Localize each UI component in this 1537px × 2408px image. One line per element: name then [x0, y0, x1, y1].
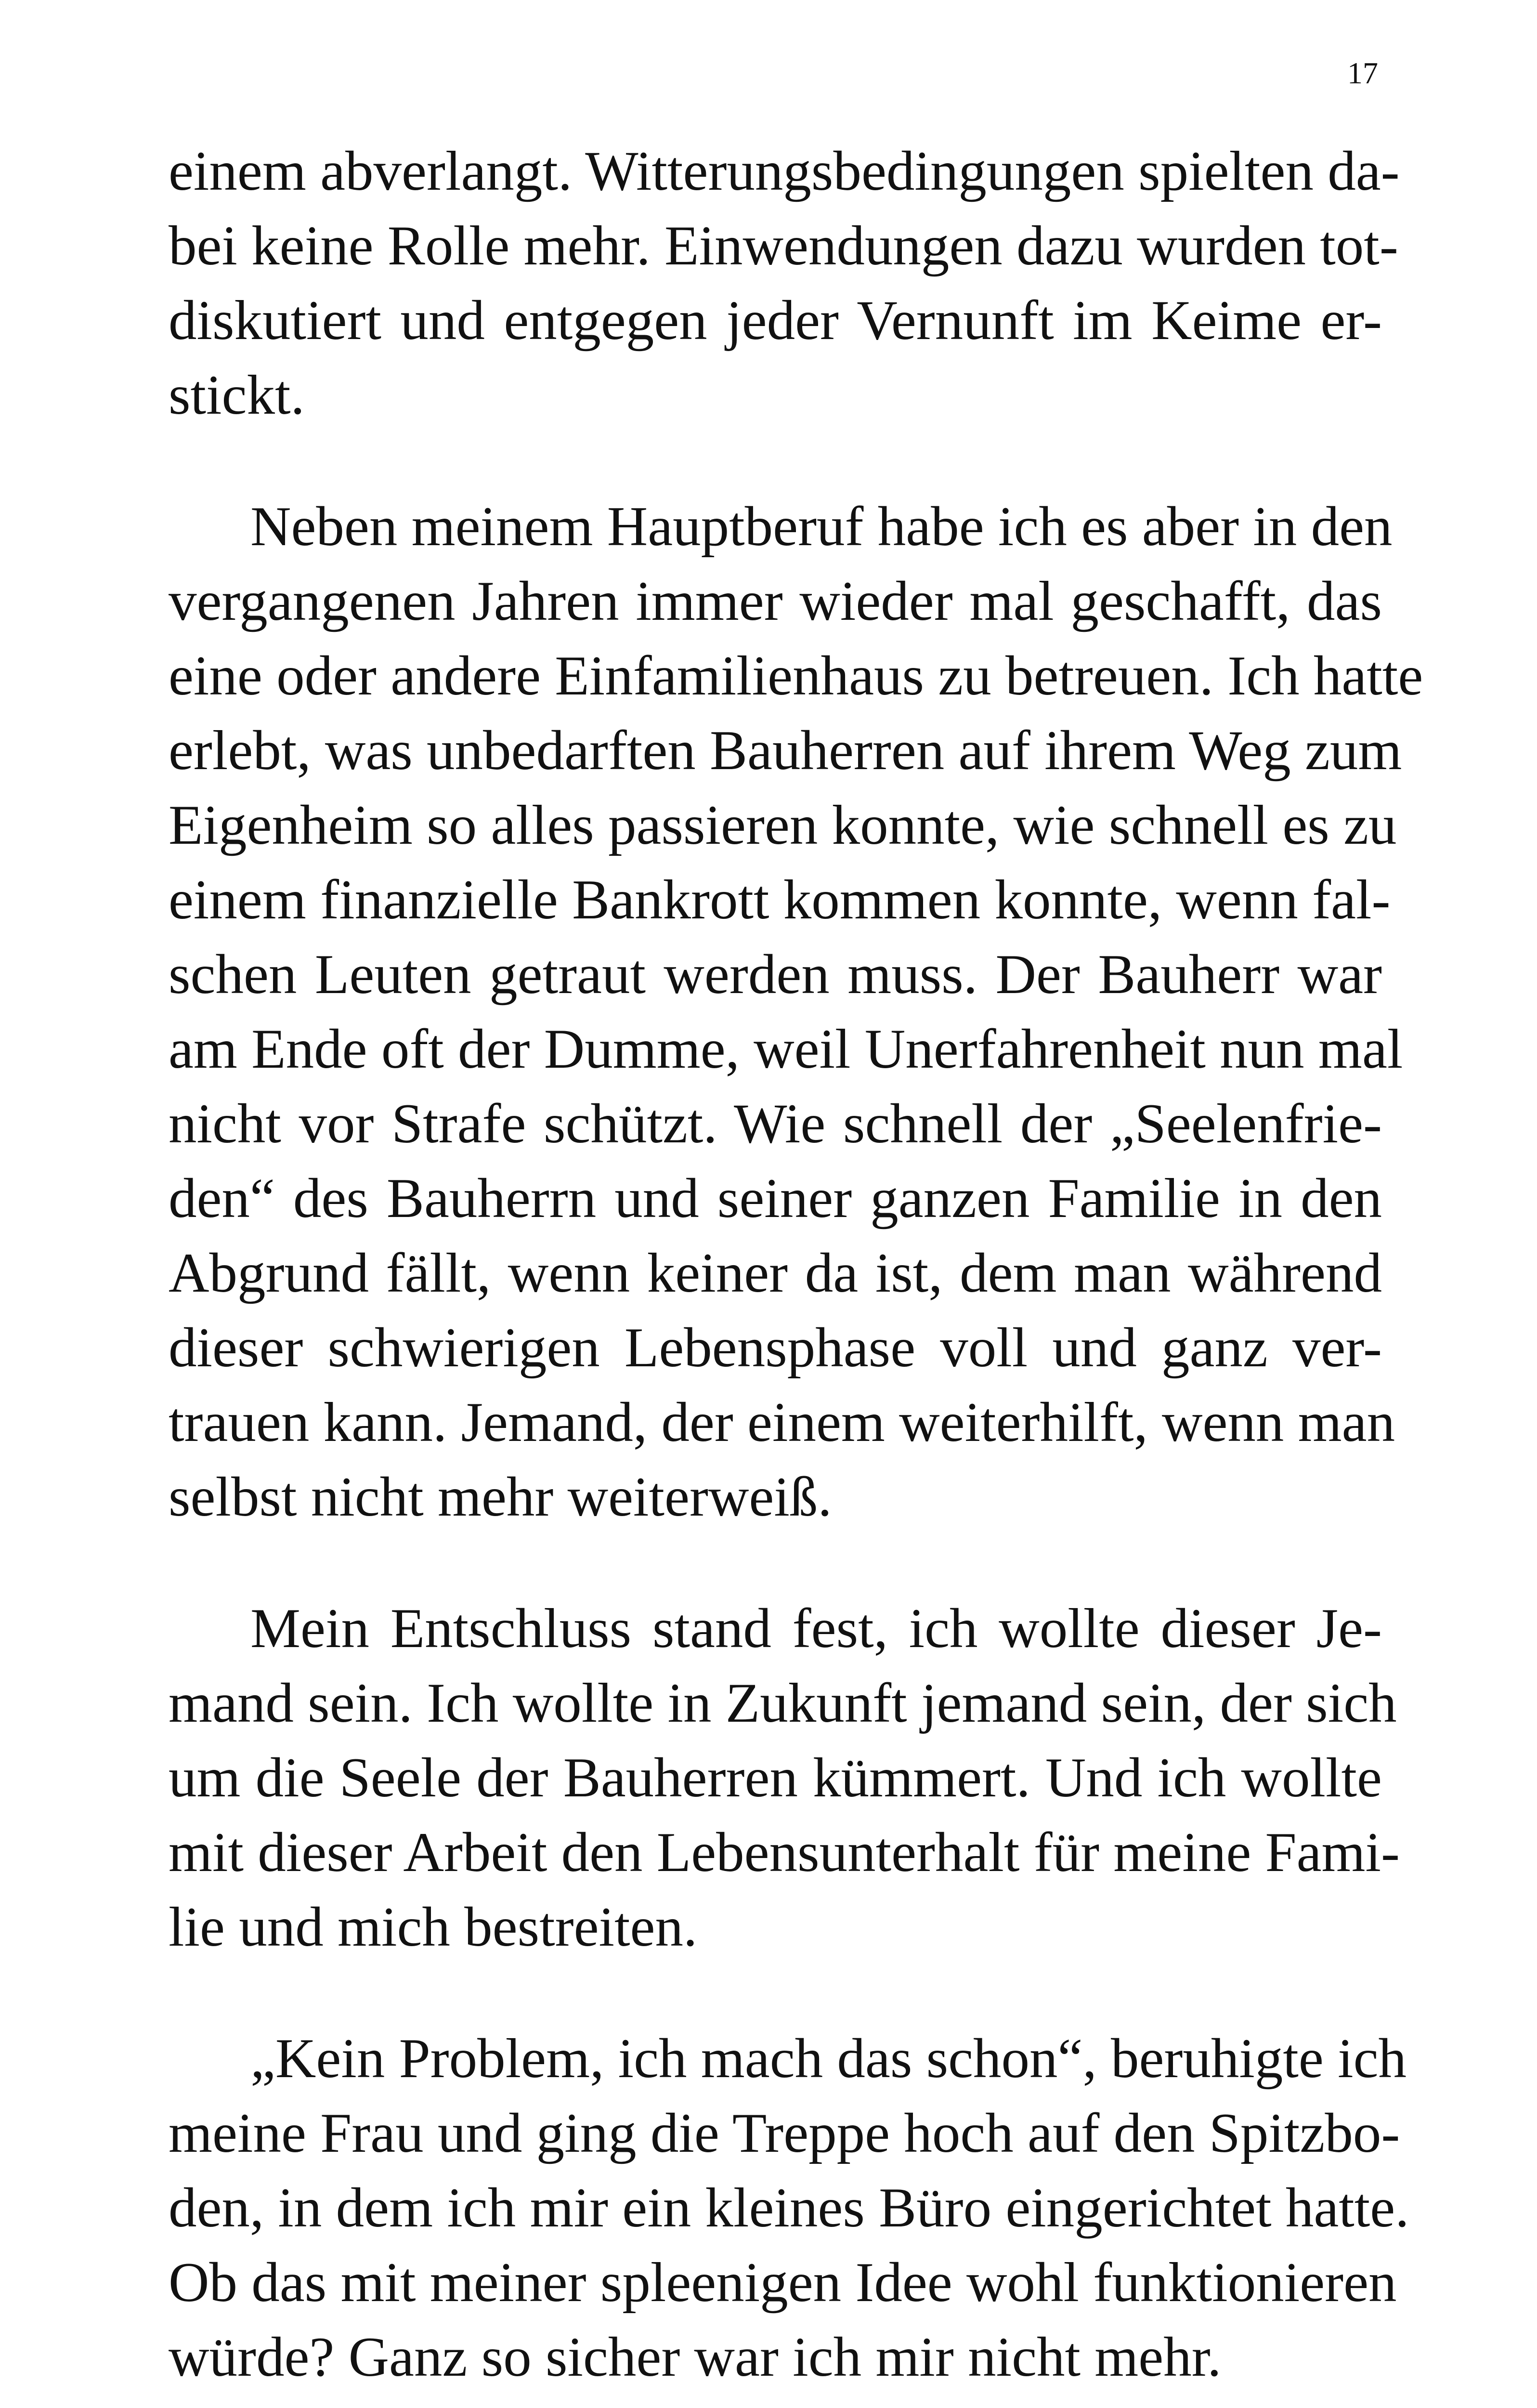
paragraph-line: erlebt, was unbedarften Bauherren auf ihrem Weg zum — [169, 720, 1402, 782]
paragraph-line: bei keine Rolle mehr. Einwendungen dazu wurden tot- — [169, 215, 1398, 277]
paragraph-line: den“ des Bauherrn und seiner ganzen Familie in den — [169, 1167, 1382, 1230]
paragraph-1 — [169, 134, 1400, 432]
paragraph-line: Eigenheim so alles passieren konnte, wie schnell es zu — [169, 794, 1397, 856]
paragraph-line: Abgrund fällt, wenn keiner da ist, dem man während — [169, 1242, 1382, 1304]
paragraph-line: eine oder andere Einfamilienhaus zu betreuen. Ich hatte — [169, 645, 1423, 707]
paragraph-line: lie und mich bestreiten. — [169, 1896, 698, 1958]
paragraph-line: trauen kann. Jemand, der einem weiterhilft, wenn man — [169, 1391, 1395, 1453]
paragraph-line: diskutiert und entgegen jeder Vernunft im Keime er- — [169, 289, 1382, 352]
paragraph-line: selbst nicht mehr weiterweiß. — [169, 1466, 832, 1528]
page-number: 17 — [1347, 56, 1378, 90]
paragraph-line: würde? Ganz so sicher war ich mir nicht mehr. — [169, 2326, 1222, 2388]
paragraph-line: „Kein Problem, ich mach das schon“, beruhigte ich — [250, 2028, 1407, 2090]
paragraph-line: am Ende oft der Dumme, weil Unerfahrenheit nun mal — [169, 1018, 1403, 1080]
paragraph-line: den, in dem ich mir ein kleines Büro eingerichtet hatte. — [169, 2177, 1409, 2239]
book-text — [169, 134, 1423, 2395]
paragraph-line: einem abverlangt. Witterungsbedingungen spielten da- — [169, 140, 1400, 202]
paragraph-4 — [169, 2021, 1409, 2395]
paragraph-line: Neben meinem Hauptberuf habe ich es aber in den — [250, 496, 1393, 558]
paragraph-line: vergangenen Jahren immer wieder mal geschafft, das — [169, 570, 1382, 632]
paragraph-line: Mein Entschluss stand fest, ich wollte dieser Je- — [250, 1597, 1382, 1660]
paragraph-3 — [169, 1591, 1400, 1964]
paragraph-line: um die Seele der Bauherren kümmert. Und ich wollte — [169, 1747, 1382, 1809]
paragraph-line: mit dieser Arbeit den Lebensunterhalt für meine Fami- — [169, 1821, 1400, 1884]
paragraph-line: stickt. — [169, 364, 305, 426]
paragraph-line: meine Frau und ging die Treppe hoch auf den Spitzbo- — [169, 2102, 1400, 2164]
paragraph-2 — [169, 489, 1423, 1534]
paragraph-line: mand sein. Ich wollte in Zukunft jemand sein, der sich — [169, 1672, 1397, 1734]
paragraph-line: schen Leuten getraut werden muss. Der Bauherr war — [169, 943, 1382, 1006]
paragraph-line: Ob das mit meiner spleenigen Idee wohl funktionieren — [169, 2251, 1397, 2314]
paragraph-line: nicht vor Strafe schützt. Wie schnell der „Seelenfrie- — [169, 1093, 1382, 1155]
paragraph-line: dieser schwierigen Lebensphase voll und ganz ver- — [169, 1317, 1382, 1379]
paragraph-line: einem finanzielle Bankrott kommen konnte, wenn fal- — [169, 869, 1391, 931]
